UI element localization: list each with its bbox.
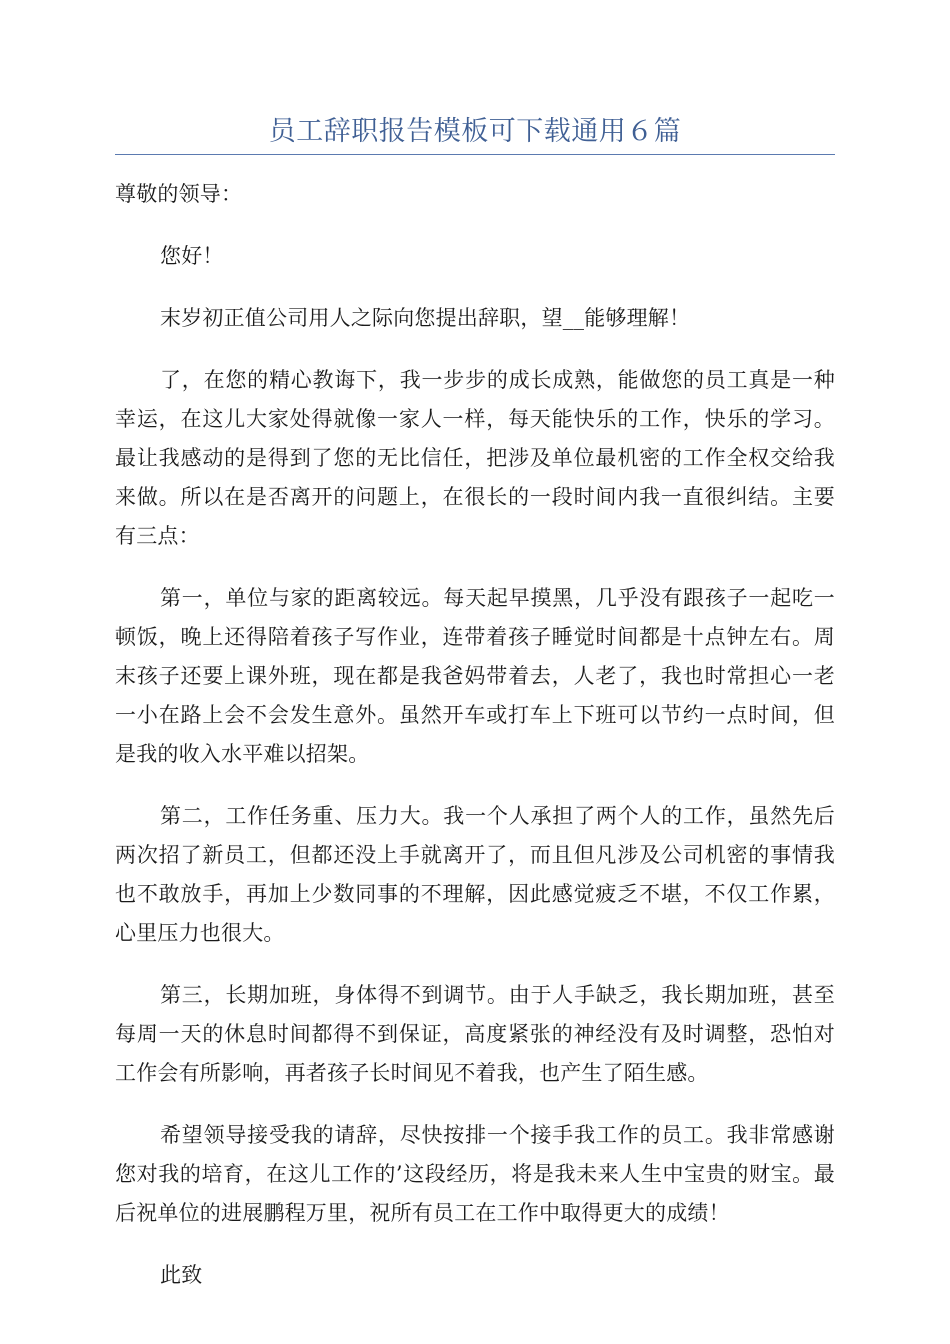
document-title: 员工辞职报告模板可下载通用６篇 (268, 116, 682, 147)
paragraph-reason-one: 第一，单位与家的距离较远。每天起早摸黑，几乎没有跟孩子一起吃一顿饭，晚上还得陪着孩子写作业，连带着孩子睡觉时间都是十点钟左右。周末孩子还要上课外班，现在都是我爸妈带着去，人老了，我也时常担心一老一小在路上会不会发生意外。虽然开车或打车上下班可以节约一点时间，但是我的收入水平难以招架。 (115, 586, 835, 766)
paragraph-conclusion: 希望领导接受我的请辞，尽快按排一个接手我工作的员工。我非常感谢您对我的培育，在这儿工作的’这段经历，将是我未来人生中宝贵的财宝。最后祝单位的进展鹏程万里，祝所有员工在工作中取得更大的成绩！ (115, 1123, 835, 1225)
paragraph-gratitude: 了，在您的精心教诲下，我一步步的成长成熟，能做您的员工真是一种幸运，在这儿大家处得就像一家人一样，每天能快乐的工作，快乐的学习。最让我感动的是得到了您的无比信任，把涉及单位最机密的工作全权交给我来做。所以在是否离开的问题上，在很长的一段时间内我一直很纠结。主要有三点： (115, 368, 835, 548)
document-body (115, 175, 835, 1318)
paragraph-reason-two: 第二，工作任务重、压力大。我一个人承担了两个人的工作，虽然先后两次招了新员工，但都还没上手就离开了，而且但凡涉及公司机密的事情我也不敢放手，再加上少数同事的不理解，因此感觉疲乏不堪，不仅工作累，心里压力也很大。 (115, 804, 835, 945)
closing: 此致 (160, 1263, 203, 1287)
paragraph-reason-three: 第三，长期加班，身体得不到调节。由于人手缺乏，我长期加班，甚至每周一天的休息时间都得不到保证，高度紧张的神经没有及时调整，恐怕对工作会有所影响，再者孩子长时间见不着我，也产生了陌生感。 (115, 983, 835, 1085)
salutation: 尊敬的领导： (115, 182, 243, 206)
paragraph-intro: 末岁初正值公司用人之际向您提出辞职，望__能够理解！ (160, 306, 691, 330)
greeting: 您好！ (160, 244, 224, 268)
title-underline (115, 154, 835, 155)
